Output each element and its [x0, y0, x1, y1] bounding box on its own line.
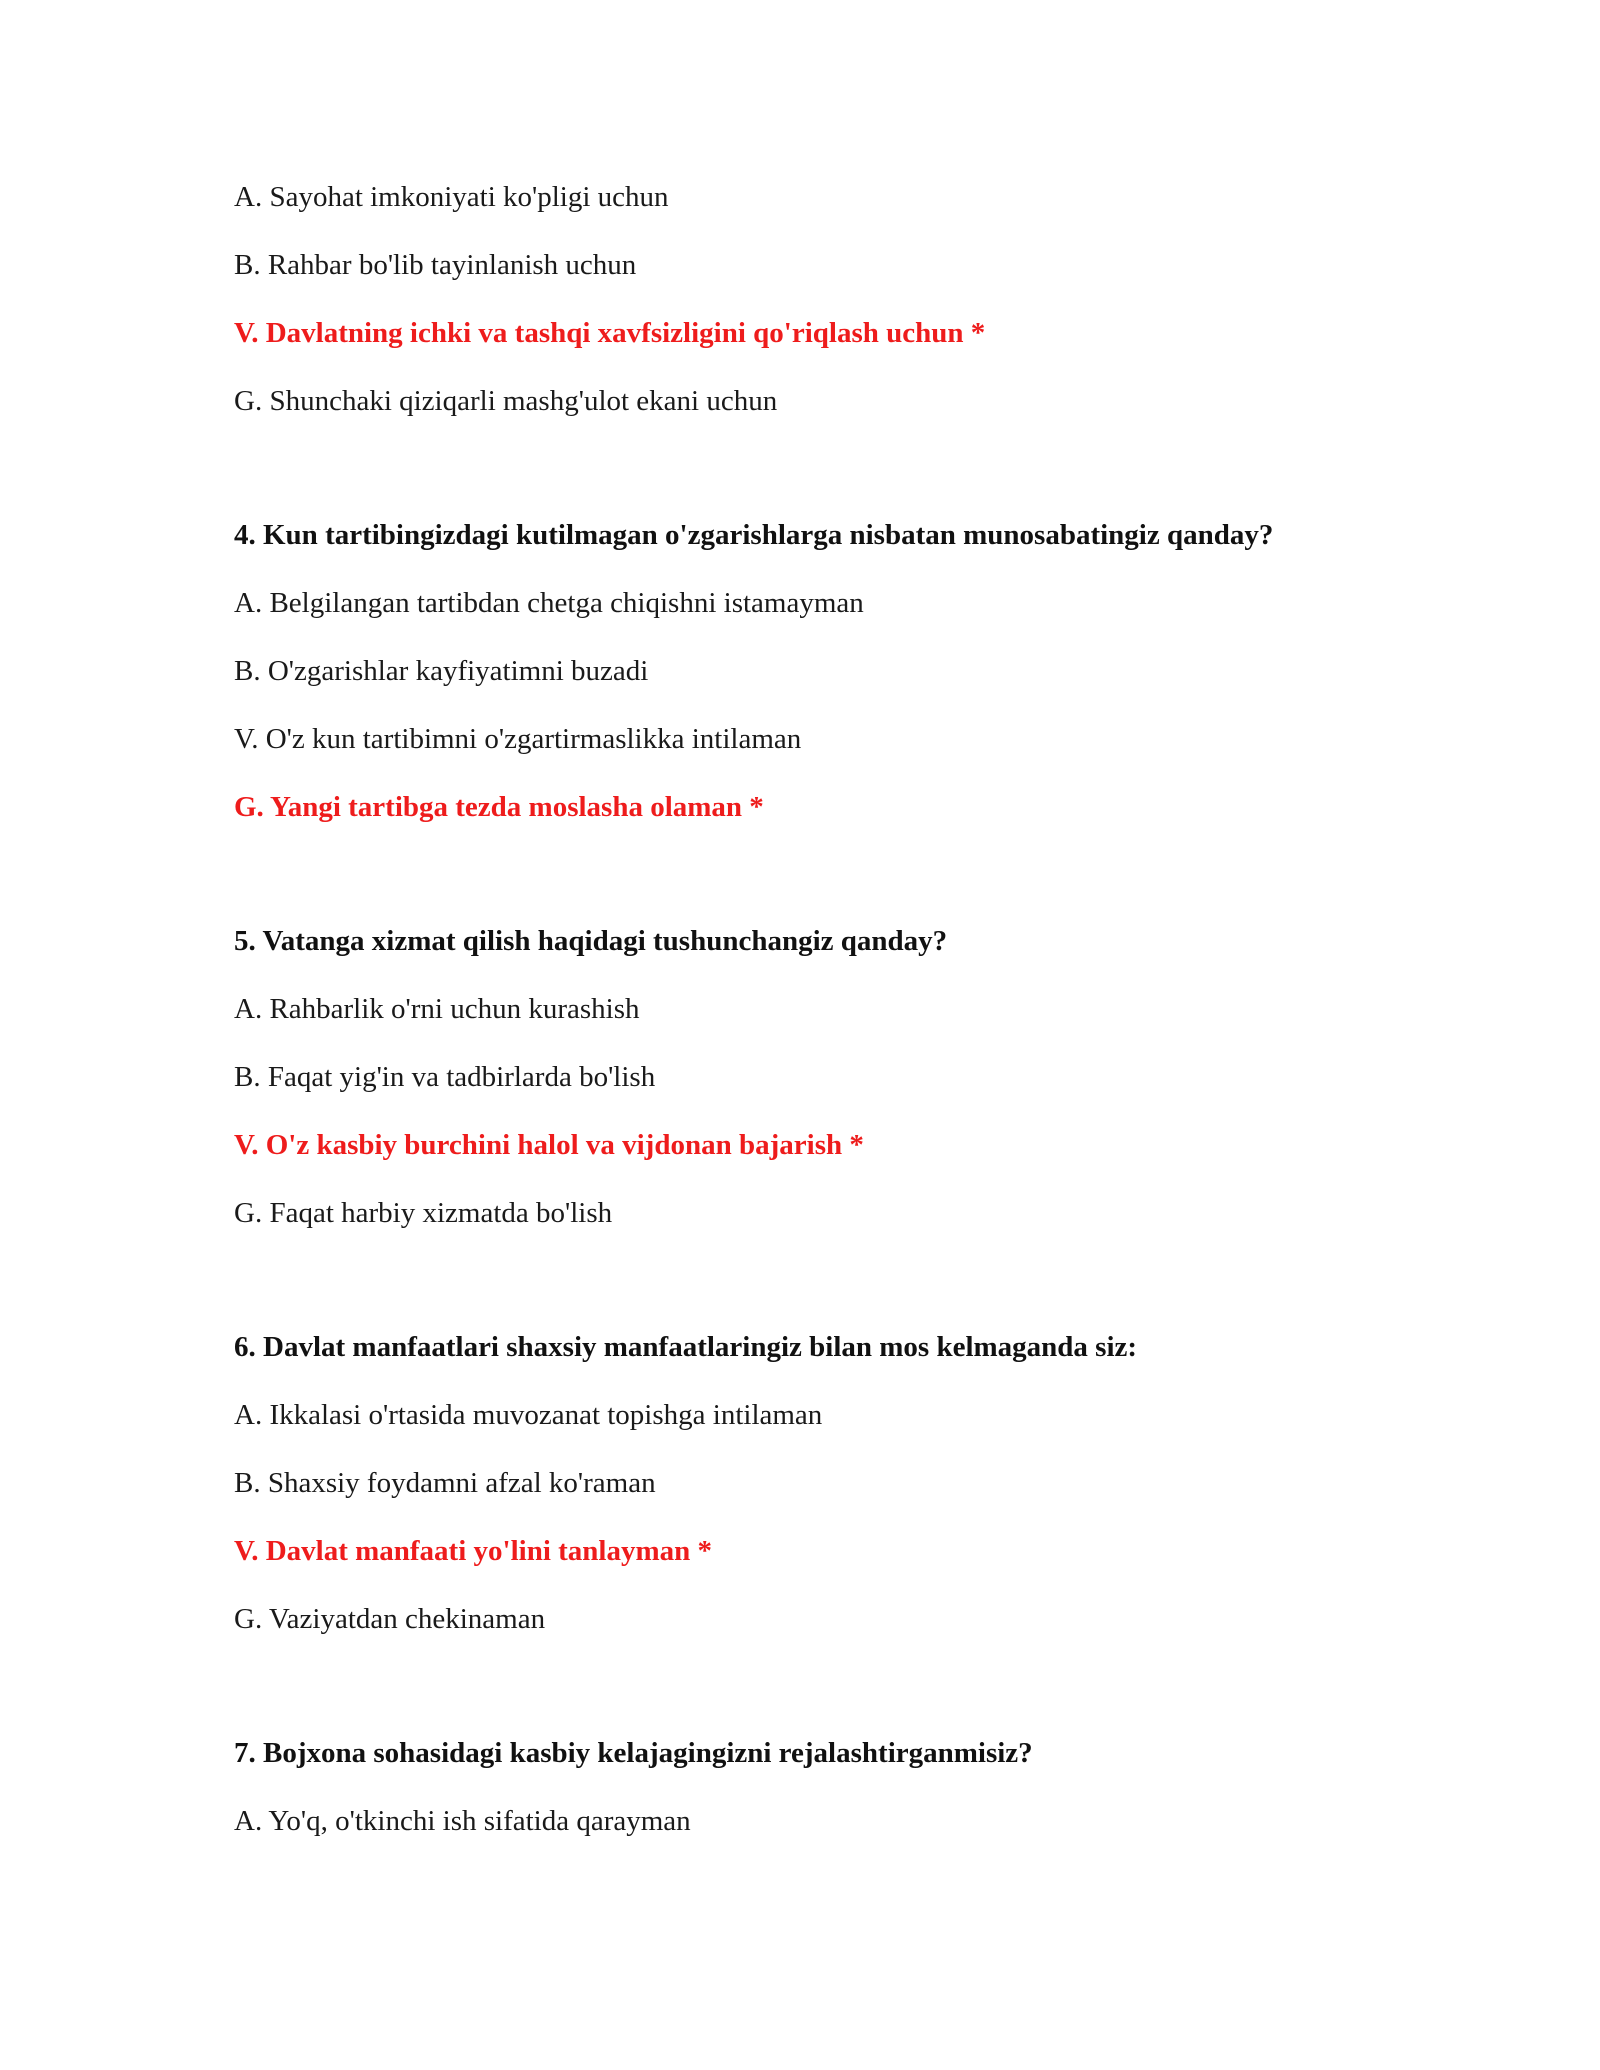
- block-spacer: [234, 1670, 1434, 1736]
- correct-answer-option: V. O'z kasbiy burchini halol va vijdonan bajarish *: [234, 1129, 864, 1161]
- block-spacer: [234, 858, 1434, 924]
- answer-option: B. Rahbar bo'lib tayinlanish uchun: [234, 249, 637, 281]
- question-text: 5. Vatanga xizmat qilish haqidagi tushunchangiz qanday?: [234, 925, 948, 957]
- question-block: [234, 180, 1434, 418]
- answer-option: A. Sayohat imkoniyati ko'pligi uchun: [234, 181, 669, 213]
- answer-option: G. Faqat harbiy xizmatda bo'lish: [234, 1197, 613, 1229]
- block-spacer: [234, 452, 1434, 518]
- question-text: 4. Kun tartibingizdagi kutilmagan o'zgarishlarga nisbatan munosabatingiz qanday?: [234, 519, 1274, 551]
- answer-option: A. Belgilangan tartibdan chetga chiqishni istamayman: [234, 587, 864, 619]
- question-text: 7. Bojxona sohasidagi kasbiy kelajagingizni rejalashtirganmisiz?: [234, 1737, 1033, 1769]
- correct-answer-option: V. Davlat manfaati yo'lini tanlayman *: [234, 1535, 713, 1567]
- question-block: [234, 1330, 1434, 1636]
- correct-answer-option: V. Davlatning ichki va tashqi xavfsizligini qo'riqlash uchun *: [234, 317, 986, 349]
- correct-answer-option: G. Yangi tartibga tezda moslasha olaman *: [234, 791, 764, 823]
- question-block: [234, 1736, 1434, 1838]
- answer-option: A. Yo'q, o'tkinchi ish sifatida qarayman: [234, 1805, 691, 1837]
- question-block: [234, 518, 1434, 824]
- answer-option: G. Vaziyatdan chekinaman: [234, 1603, 546, 1635]
- question-text: 6. Davlat manfaatlari shaxsiy manfaatlaringiz bilan mos kelmaganda siz:: [234, 1331, 1138, 1363]
- answer-option: A. Rahbarlik o'rni uchun kurashish: [234, 993, 640, 1025]
- answer-option: B. Faqat yig'in va tadbirlarda bo'lish: [234, 1061, 656, 1093]
- answer-option: V. O'z kun tartibimni o'zgartirmaslikka intilaman: [234, 723, 802, 755]
- answer-option: B. Shaxsiy foydamni afzal ko'raman: [234, 1467, 656, 1499]
- question-block: [234, 924, 1434, 1230]
- block-spacer: [234, 1264, 1434, 1330]
- answer-option: A. Ikkalasi o'rtasida muvozanat topishga intilaman: [234, 1399, 823, 1431]
- answer-option: G. Shunchaki qiziqarli mashg'ulot ekani uchun: [234, 385, 778, 417]
- answer-option: B. O'zgarishlar kayfiyatimni buzadi: [234, 655, 649, 687]
- quiz-page: [234, 180, 1434, 1872]
